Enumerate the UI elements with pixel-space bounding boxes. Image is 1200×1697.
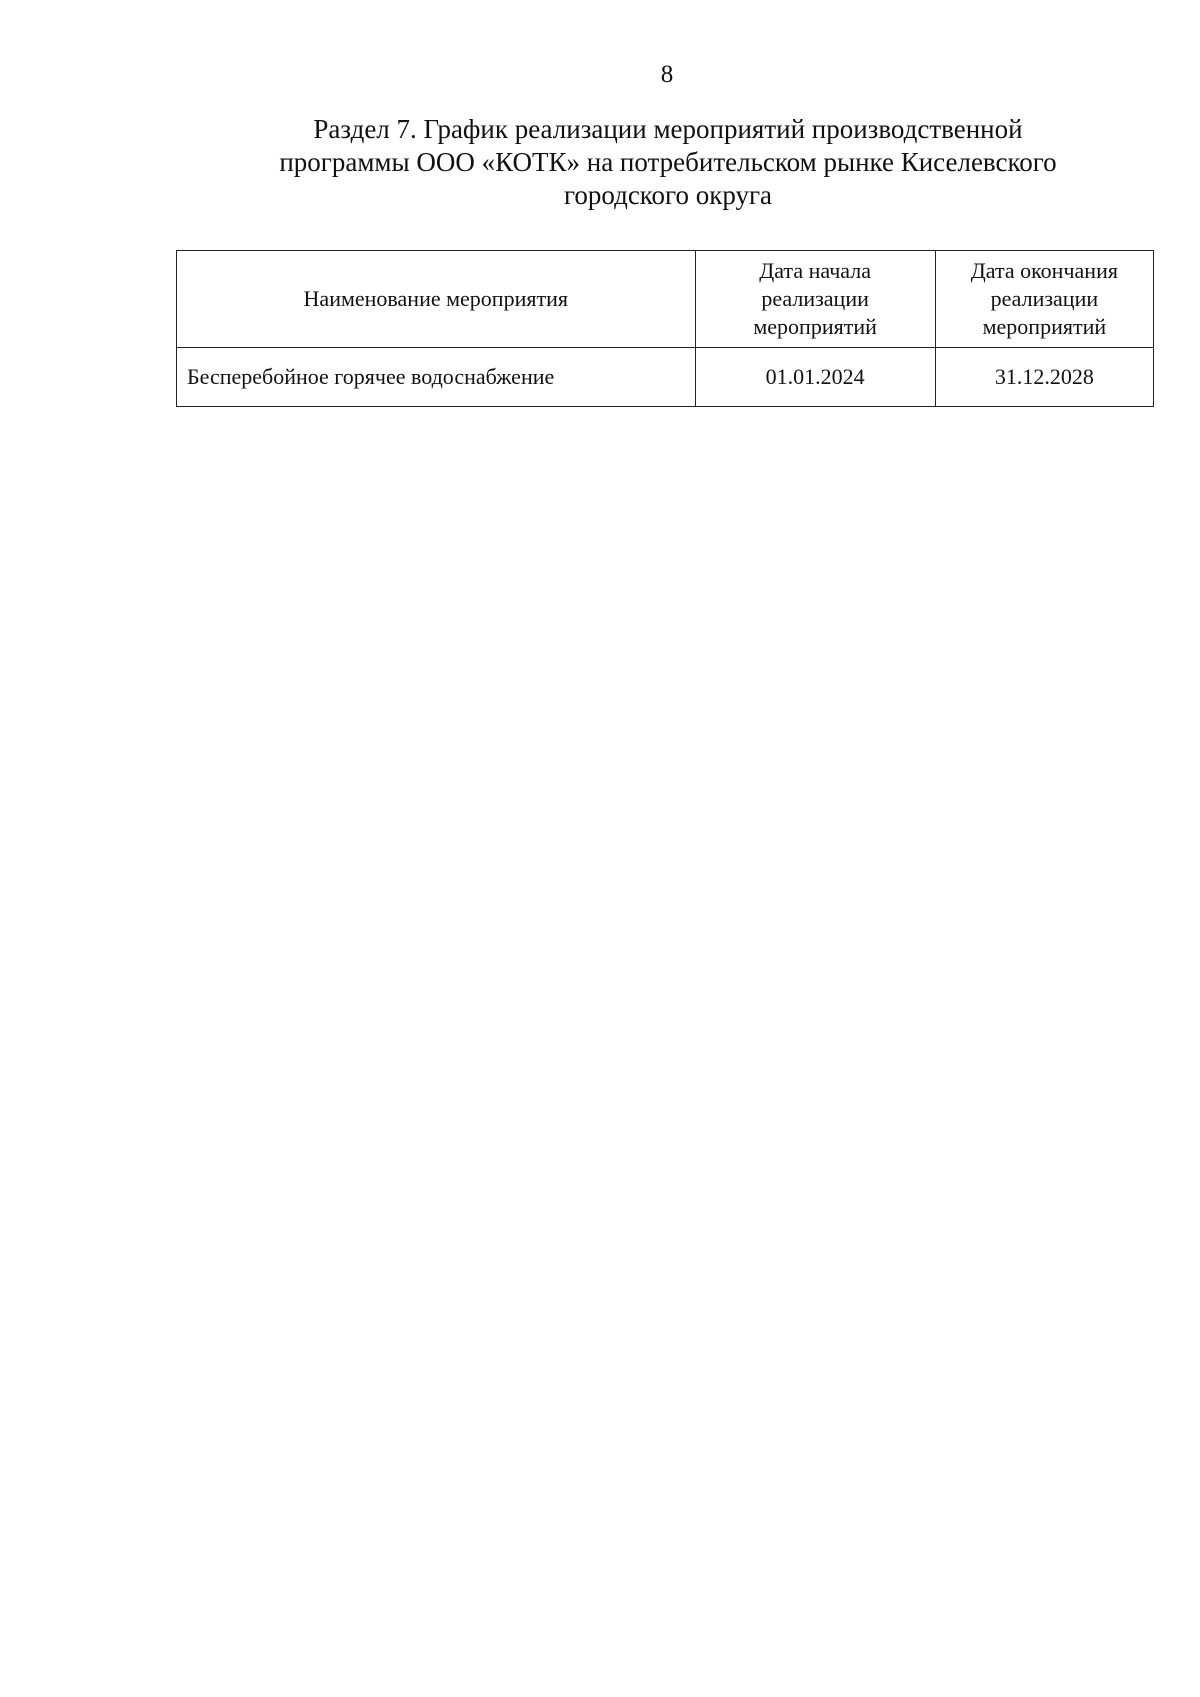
start-date-cell: 01.01.2024 bbox=[695, 348, 935, 407]
section-title-line: городского округа bbox=[563, 180, 773, 210]
header-line: Дата окончания bbox=[970, 258, 1118, 283]
table-row bbox=[177, 348, 1154, 407]
header-line: Дата начала bbox=[759, 258, 872, 283]
page-number: 8 bbox=[660, 61, 674, 88]
schedule-table bbox=[176, 250, 1154, 407]
header-end-date bbox=[935, 251, 1153, 348]
table-header-row bbox=[177, 251, 1154, 348]
end-date-cell: 31.12.2028 bbox=[935, 348, 1153, 407]
header-line: мероприятий bbox=[982, 314, 1107, 339]
header-start-date bbox=[695, 251, 935, 348]
section-title-line: Раздел 7. График реализации мероприятий производственной bbox=[313, 114, 1023, 144]
header-event-name bbox=[177, 251, 696, 348]
section-title bbox=[268, 113, 1068, 212]
header-line: реализации bbox=[990, 286, 1099, 311]
header-line: реализации bbox=[761, 286, 869, 311]
header-line: Наименование мероприятия bbox=[303, 286, 568, 311]
event-name-cell: Бесперебойное горячее водоснабжение bbox=[177, 348, 696, 407]
header-line: мероприятий bbox=[753, 314, 877, 339]
section-title-line: программы ООО «КОТК» на потребительском рынке Киселевского bbox=[279, 147, 1057, 177]
